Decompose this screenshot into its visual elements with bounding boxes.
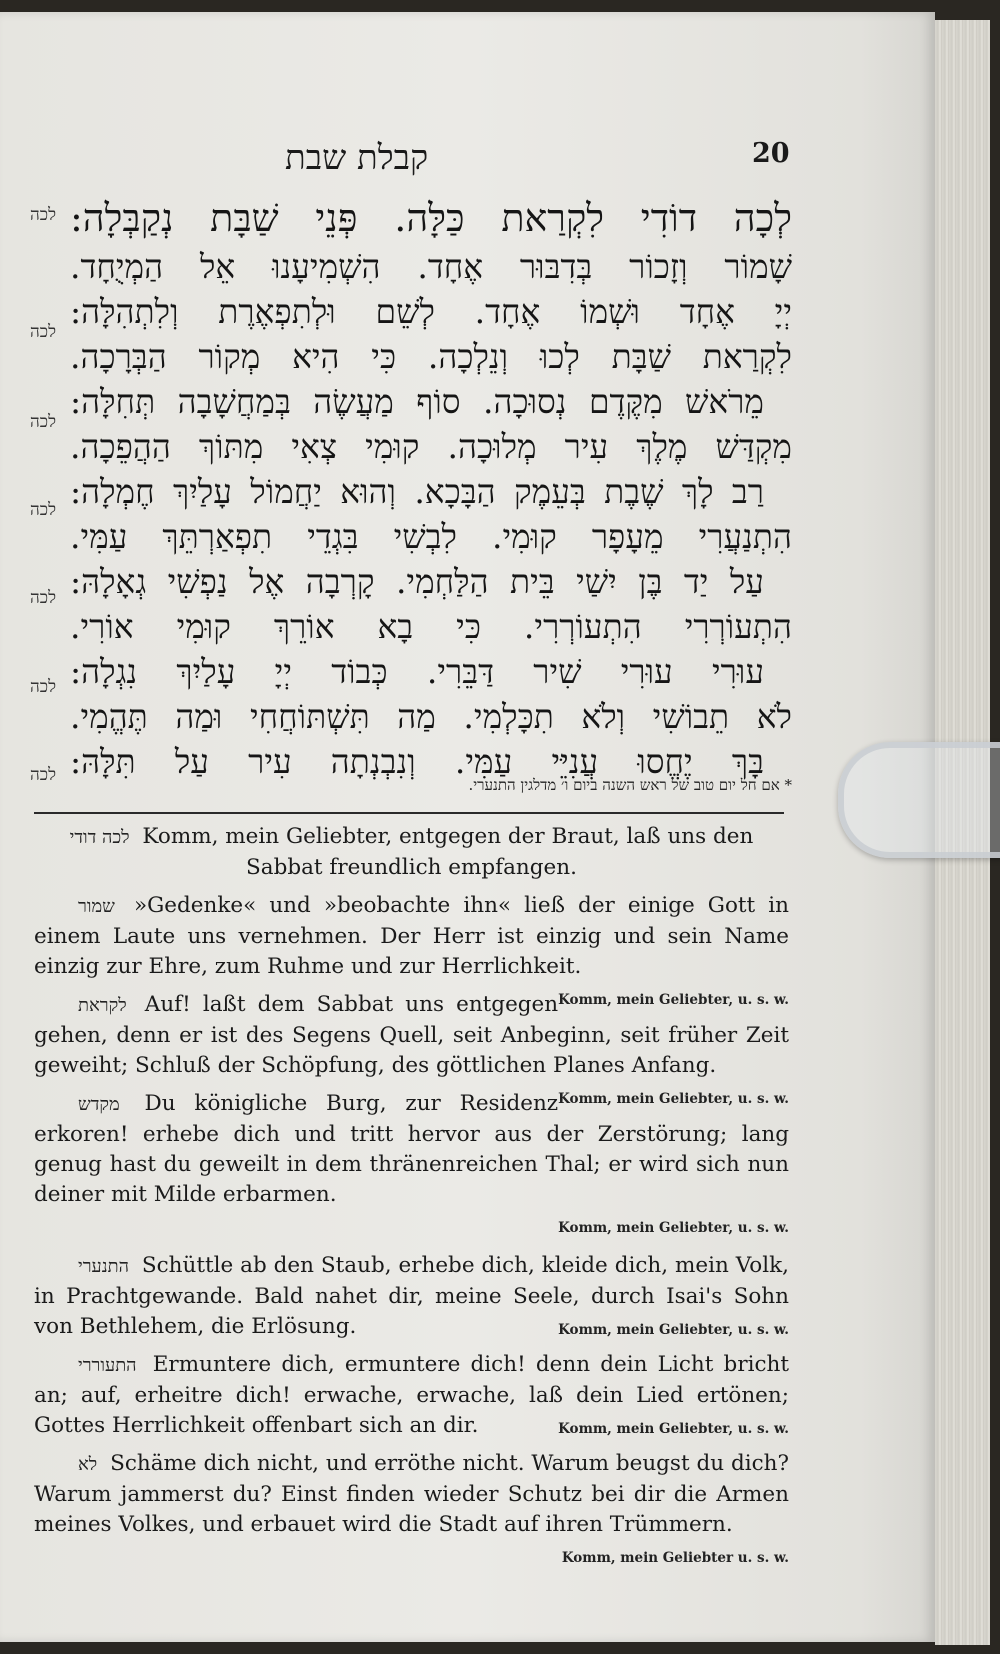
section-divider [34,812,784,814]
refrain-reference: Komm, mein Geliebter, u. s. w. [558,1421,789,1437]
translation-paragraph [34,1251,789,1342]
hebrew-line: עַל יַד בֶּן יִשַׁי בֵּית הַלַּחְמִי. קָרְבָה אֶל נַפְשִׁי גְאָלָהּ: [70,562,764,601]
page-clip [838,742,1000,858]
translation-paragraph [34,1449,789,1573]
refrain-marker: לכה [30,765,57,785]
german-translation [34,822,789,1581]
refrain-marker-inline: לכה [30,205,57,225]
translation-paragraph [34,822,789,883]
hebrew-line: מֵרֹאשׁ מִקֶּדֶם נְסוּכָה. סוֹף מַעֲשֶׂה בְּמַחֲשָׁבָה תְּחִלָּה: [70,382,764,421]
page-number: 20 [752,138,790,169]
paragraph-text: Schüttle ab den Staub, erhebe dich, kleide dich, mein Volk, in Prachtgewande. Bald nahet dir, meine Seele, durch Isai's Sohn von Bethlehem, die Erlösung. [34,1253,789,1339]
paragraph-text: Auf! laßt dem Sabbat uns entgegen gehen, denn er ist des Segens Quell, seit Anbeginn, seit früher Zeit geweiht; Schluß der Schöpfung, des göttlichen Planes Anfang. [34,992,789,1078]
refrain-reference: Komm, mein Geliebter, u. s. w. [558,992,789,1008]
paragraph-hebrew-tag: התנערי [78,1256,129,1277]
paragraph-hebrew-tag: שמור [78,896,115,917]
paragraph-hebrew-tag: לכה דודי [69,827,130,848]
hebrew-line: הִתְנַעֲרִי מֵעָפָר קוּמִי. לִבְשִׁי בִּגְדֵי תִפְאַרְתֵּךְ עַמִּי. [70,517,792,556]
page-title: קבלת שבת [285,138,429,178]
paragraph-hebrew-tag: לקראת [78,995,127,1016]
hebrew-line: שָׁמוֹר וְזָכוֹר בְּדִבּוּר אֶחָד. הִשְׁמִיעָנוּ אֵל הַמְיֻחָד. [70,247,792,286]
hebrew-line: הִתְעוֹרְרִי הִתְעוֹרְרִי. כִּי בָא אוֹרֵךְ קוּמִי אוֹרִי. [70,607,792,646]
paragraph-hebrew-tag: התעוררי [78,1355,137,1376]
refrain-reference: Komm, mein Geliebter, u. s. w. [558,1091,789,1107]
footnote: * אם חל יום טוב של ראש השנה ביום ו׳ מדלגין התנערי. [468,776,792,794]
paragraph-text: »Gedenke« und »beobachte ihn« ließ der einige Gott in einem Laute uns vernehmen. Der Herr ist einzig und sein Name einzig zur Ehre, zum Ruhme und zur Herrlichkeit. [34,893,789,979]
hebrew-line: מִקְדַּשׁ מֶלֶךְ עִיר מְלוּכָה. קוּמִי צְאִי מִתּוֹךְ הַהֲפֵכָה. [70,427,792,466]
refrain-marker: לכה [30,500,57,520]
refrain-marker: לכה [30,322,57,342]
hebrew-line: לִקְרַאת שַׁבָּת לְכוּ וְנֵלְכָה. כִּי הִיא מְקוֹר הַבְּרָכָה. [70,337,792,376]
hebrew-poem [70,192,792,784]
refrain-reference: Komm, mein Geliebter, u. s. w. [558,1322,789,1338]
hebrew-line: עוּרִי עוּרִי שִׁיר דַּבֵּרִי. כְּבוֹד יְיָ עָלַיִךְ נִגְלָה: [70,652,764,691]
paragraph-text: Du königliche Burg, zur Residenz erkoren! erhebe dich und tritt hervor aus der Zerstörung; lang genug hast du geweilt in dem thränenreichen Thal; er wird sich nun deiner mit Milde erbarmen. [34,1091,789,1207]
hebrew-line: רַב לָךְ שֶׁבֶת בְּעֵמֶק הַבָּכָא. וְהוּא יַחֲמוֹל עָלַיִךְ חֶמְלָה: [70,472,764,511]
hebrew-line: בָּךְ יֶחֱסוּ עֲנִיֵּי עַמִּי. וְנִבְנְתָה עִיר עַל תִּלָּהּ: [70,742,764,781]
refrain-reference: Komm, mein Geliebter, u. s. w. [558,1220,789,1236]
hebrew-line: לְכָה דוֹדִי לִקְרַאת כַּלָּה. פְּנֵי שַׁבָּת נְקַבְּלָה: [70,196,792,240]
paragraph-hebrew-tag: לא [78,1454,98,1475]
refrain-reference: Komm, mein Geliebter u. s. w. [561,1550,789,1566]
paragraph-hebrew-tag: מקדש [78,1094,120,1115]
hebrew-line: יְיָ אֶחָד וּשְׁמוֹ אֶחָד. לְשֵׁם וּלְתִפְאֶרֶת וְלִתְהִלָּה: [70,292,792,331]
paragraph-text: Komm, mein Geliebter, entgegen der Braut, laß uns den Sabbat freundlich empfangen. [142,824,754,880]
translation-paragraph [34,1350,789,1441]
refrain-marker: לכה [30,677,57,697]
hebrew-line: לֹא תֵבוֹשִׁי וְלֹא תִכָּלְמִי. מַה תִּשְׁתּוֹחֲחִי וּמַה תֶּהֱמִי. [70,697,792,736]
refrain-marker: לכה [30,412,57,432]
refrain-marker: לכה [30,588,57,608]
paragraph-text: Schäme dich nicht, und erröthe nicht. Warum beugst du dich? Warum jammerst du? Einst finden wieder Schutz bei dir die Armen meines Volkes, und erbauet wird die Stadt auf ihren Trümmern. [34,1451,789,1537]
paragraph-text: Ermuntere dich, ermuntere dich! denn dein Licht bricht an; auf, erheitre dich! erwache, erwache, laß dein Lied ertönen; Gottes Herrlichkeit offenbart sich an dir. [34,1352,789,1438]
